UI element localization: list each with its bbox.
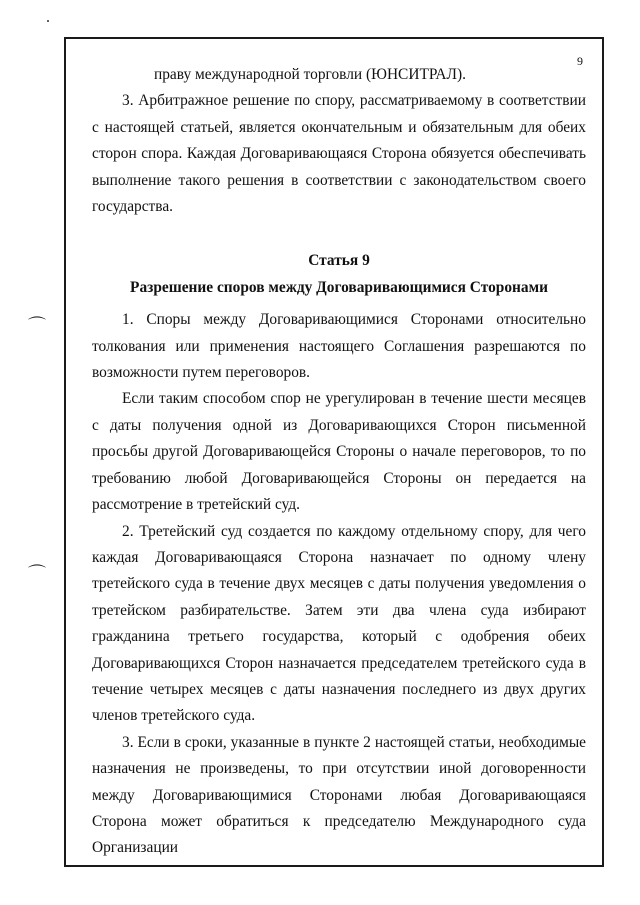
paragraph-negotiation-period: Если таким способом спор не урегулирован в течение шести месяцев с даты получения одной из Договаривающихся Сторон письменной просьбы другой Договаривающейся Стороны о начале переговоров, то по требованию любой Договаривающейся Стороны он передается на рассмотрение в третейский суд. bbox=[92, 390, 586, 514]
binding-mark-bottom: ⌒ bbox=[28, 564, 46, 584]
binding-mark-top: ⌒ bbox=[28, 316, 46, 336]
document-body bbox=[92, 62, 586, 862]
paragraph-arbitration-final: 3. Арбитражное решение по спору, рассматриваемому в соответствии с настоящей статьей, является окончательным и обязательным для обеих сторон спора. Каждая Договаривающаяся Сторона обязуется обеспечивать выполнение такого решения в соответствии с законодательством своего государства. bbox=[92, 92, 586, 216]
page-number: 9 bbox=[577, 54, 583, 68]
paragraph-tribunal-formation: 2. Третейский суд создается по каждому отдельному спору, для чего каждая Договаривающаяся Сторона назначает по одному члену третейского суда в течение двух месяцев с даты получения уведомления о третейском разбирательстве. Затем эти два члена суда избирают гражданина третьего государства, который с одобрения обеих Договаривающихся Сторон назначается председателем третейского суда в течение четырех месяцев с даты назначения последнего из двух других членов третейского суда. bbox=[92, 522, 586, 725]
scan-speck bbox=[47, 20, 49, 22]
paragraph-continuation: праву международной торговли (ЮНСИТРАЛ). bbox=[154, 66, 466, 83]
paragraph-appointments: 3. Если в сроки, указанные в пункте 2 настоящей статьи, необходимые назначения не произведены, то при отсутствии иной договоренности между Договаривающимися Сторонами любая Договаривающаяся Сторона может обратиться к председателю Международного суда Организации bbox=[92, 733, 586, 857]
paragraph-disputes: 1. Споры между Договаривающимися Сторонами относительно толкования или применения настоящего Соглашения разрешаются по возможности путем переговоров. bbox=[92, 311, 586, 382]
article-title: Статья 9 bbox=[308, 252, 370, 270]
article-subtitle: Разрешение споров между Договаривающимися Сторонами bbox=[130, 278, 548, 296]
